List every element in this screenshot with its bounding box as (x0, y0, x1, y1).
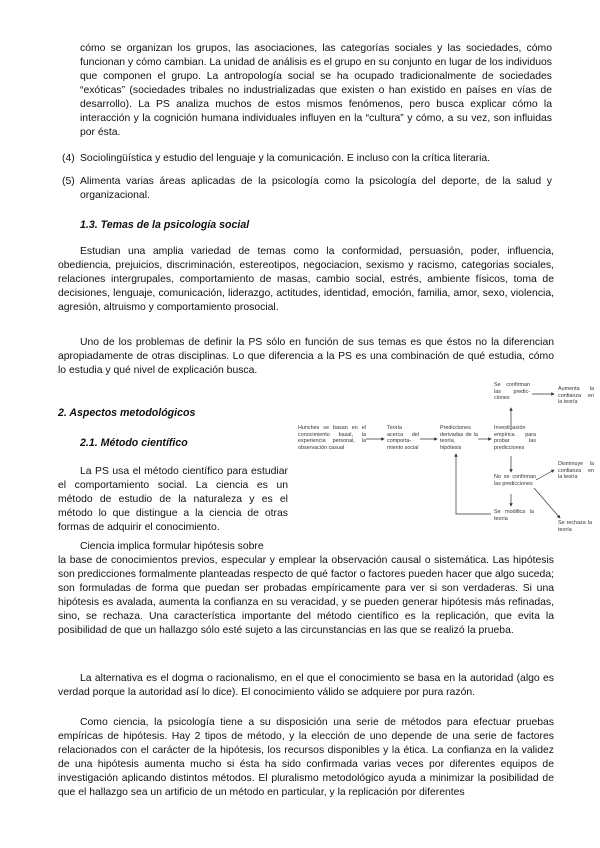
diagram-arrows (296, 376, 596, 536)
list-item-4 (62, 152, 552, 166)
section-1-3-heading: 1.3. Temas de la psicología social (80, 219, 250, 231)
section-2-heading: 2. Aspectos metodológicos (58, 407, 196, 419)
diagram-box-aumenta: Aumenta la confianza en la teoría (558, 386, 594, 406)
diagram-box-confirman: Se confirman las predic-ciones (494, 382, 530, 402)
diagram-box-rechaza: Se rechaza la teoría (558, 520, 592, 533)
metodos-paragraph: Como ciencia, la psicología tiene a su disposición una serie de métodos para efectuar pruebas empíricas de hipótesis. Hay 2 tipos de método, y la elección de uno depende de una serie de factores relacionados con el carácter de la hipótesis, los recursos disponibles y la ética. La confianza en la validez de una hipótesis aumenta mucho si ésta ha sido confirmada varias veces por diferentes equipos de investigación aplicando distintos métodos. El pluralismo metodológico ayuda a minimizar la posibilidad de que el hallazgo sea un artificio de un método en particular, y la replicación por diferentes (58, 717, 554, 798)
diagram-box-modifica: Se modifica la teoría (494, 509, 534, 522)
diagram-box-investigacion: Investigación empírica para probar las predicciones (494, 425, 536, 451)
diagram-box-disminuye: Disminuye la confianza en la teoría (558, 461, 594, 481)
temas-paragraph: Estudian una amplia variedad de temas como la conformidad, persuasión, poder, influencia, obediencia, prejuicios, discriminación, estereotipos, negociacion, sexismo y racismo, categorias sociales, relaciones intergrupales, comportamiento de masas, cambio social, estrés, ambiente físicos, toma de decisiones, lenguaje, comunicación, liderazgo, actitudes, identidad, emoción, familia, amor, sexo, violencia, agresión, altruismo y comportamiento prosocial. (58, 246, 554, 313)
scientific-method-diagram (296, 376, 596, 536)
intro-paragraph: cómo se organizan los grupos, las asociaciones, las categorías sociales y las sociedades, cómo funcionan y cómo cambian. La unidad de análisis es el grupo en su conjunto en lugar de los individuos que componen el grupo. La antropología social se ha ocupado tradicionalmente de sociedades “exóticas” (sociedades tribales no industrializadas que existen o han existido en países en vías de desarrollo). La PS analiza muchos de estos mismos fenómenos, pero busca explicar cómo la interacción y la cognición humana individuales influyen en la “cultura” y cómo, a su vez, son influidas por ésta. (80, 43, 552, 138)
hipotesis-paragraph-start: Ciencia implica formular hipótesis sobre (80, 541, 264, 552)
list-item-5 (62, 175, 552, 203)
dogma-paragraph: La alternativa es el dogma o racionalismo, en el que el conocimiento se basa en la autoridad (algo es verdad porque la autoridad así lo dice). El conocimiento válido se adquiere por pura razón. (58, 673, 554, 698)
section-2-1-heading: 2.1. Método científico (80, 437, 188, 449)
hipotesis-paragraph-rest: la base de conocimientos previos, especular y emplear la observación causal o sistemática. Las hipótesis son predicciones formalmente planteadas respecto de qué factor o factores pueden hacer que algo suceda; son formuladas de forma que puedan ser probadas empíricamente para ver si son verdaderas. Si una hipótesis es avalada, aumenta la confianza en su veracidad, y se pueden generar hipótesis más refinadas, sino, se rechaza. Una característica importante del método científico es la replicación, que evita la posibilidad de que un hallazgo sólo esté sujeto a las circunstancias en las que se realizó la prueba. (58, 555, 554, 636)
metodo-paragraph: La PS usa el método científico para estudiar el comportamiento social. La ciencia es un método de estudio de la naturaleza y es el método lo que distingue a la ciencia de otras formas de adquirir el conocimiento. (58, 466, 288, 533)
list-text: Alimenta varias áreas aplicadas de la psicología como la psicología del deporte, de la salud y organizacional. (80, 176, 552, 201)
arrow-noconfirman-rechaza (534, 488, 560, 518)
diagram-box-no-confirman: No se confirman las predicciones (494, 474, 536, 487)
problemas-paragraph: Uno de los problemas de definir la PS sólo en función de sus temas es que éstos no la diferencian apropiadamente de otras disciplinas. Lo que diferencia a la PS es una combinación de qué estudia, cómo lo estudia y qué nivel de explicación busca. (58, 337, 554, 376)
arrow-modifica-predicciones (456, 454, 491, 514)
arrow-noconfirman-disminuye (536, 470, 554, 480)
list-text: Sociolingüística y estudio del lenguaje y la comunicación. E incluso con la crítica literaria. (80, 153, 491, 164)
list-number: (5) (62, 176, 75, 187)
list-number: (4) (62, 153, 75, 164)
diagram-box-predicciones: Predicciones derivadas de la teoría, hipótesis (440, 425, 478, 451)
diagram-box-hunches: Hunches se basan en el conocimiento basal, la experiencia personal, la observación casual (298, 425, 366, 451)
diagram-box-teoria: Teoría acerca del comporta-miento social (387, 425, 419, 451)
